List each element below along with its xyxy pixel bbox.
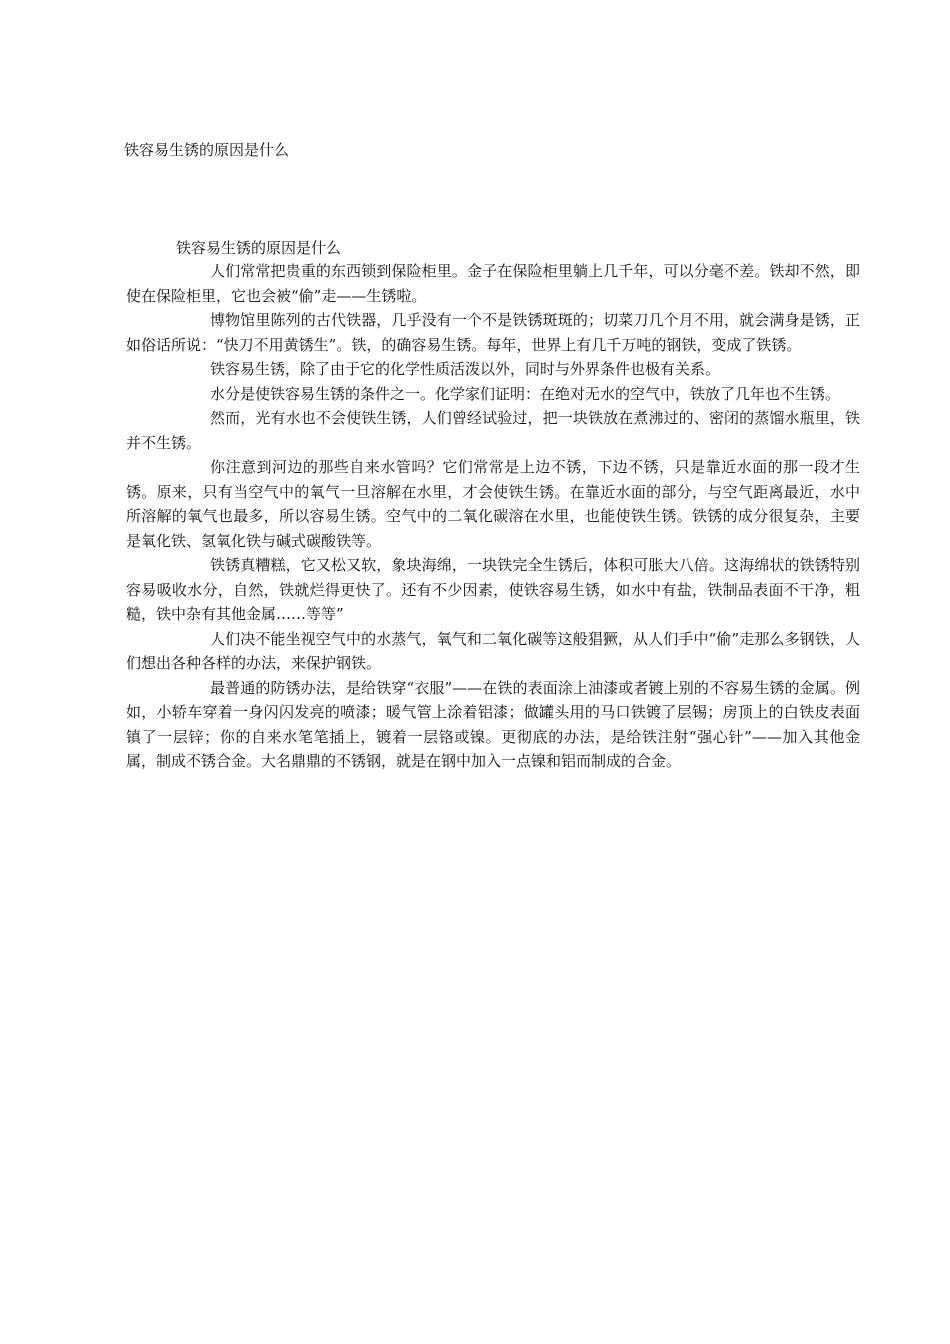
paragraph-2: 博物馆里陈列的古代铁器，几乎没有一个不是铁锈斑斑的；切菜刀几个月不用，就会满身是锈，正如俗话所说：“快刀不用黄锈生”。铁，的确容易生锈。每年，世界上有几千万吨的钢铁，变成了铁锈。 [126,311,860,354]
article-body [126,238,860,774]
paragraph-9: 最普通的防锈办法，是给铁穿“衣服”——在铁的表面涂上油漆或者镀上别的不容易生锈的金属。例如，小轿车穿着一身闪闪发亮的喷漆；暖气管上涂着铝漆；做罐头用的马口铁镀了层锡；房顶上的白铁皮表面镇了一层锌；你的自来水笔笔插上，镀着一层铬或镍。更彻底的办法，是给铁注射“强心针”——加入其他金属，制成不锈合金。大名鼎鼎的不锈钢，就是在钢中加入一点镍和铝而制成的合金。 [126,678,860,770]
article-heading: 铁容易生锈的原因是什么 [176,239,342,257]
paragraph-3: 铁容易生锈，除了由于它的化学性质活泼以外，同时与外界条件也极有关系。 [210,360,721,378]
paragraph-7: 铁锈真糟糕，它又松又软，象块海绵，一块铁完全生锈后，体积可胀大八倍。这海绵状的铁锈特别容易吸收水分，自然，铁就烂得更快了。还有不少因素，使铁容易生锈，如水中有盐，铁制品表面不干净，粗糙，铁中杂有其他金属……等等” [126,556,860,623]
paragraph-5: 然而，光有水也不会使铁生锈，人们曾经试验过，把一块铁放在煮沸过的、密闭的蒸馏水瓶里，铁并不生锈。 [126,409,860,452]
paragraph-4: 水分是使铁容易生锈的条件之一。化学家们证明：在绝对无水的空气中，铁放了几年也不生锈。 [210,384,841,403]
paragraph-8: 人们决不能坐视空气中的水蒸气，氧气和二氧化碳等这般猖獗，从人们手中“偷”走那么多钢铁，人们想出各种各样的办法，来保护钢铁。 [126,629,860,672]
paragraph-1: 人们常常把贵重的东西锁到保险柜里。金子在保险柜里躺上几千年，可以分毫不差。铁却不然，即使在保险柜里，它也会被“偷”走——生锈啦。 [126,262,860,305]
paragraph-6: 你注意到河边的那些自来水管吗？它们常常是上边不锈，下边不锈，只是靠近水面的那一段才生锈。原来，只有当空气中的氧气一旦溶解在水里，才会使铁生锈。在靠近水面的部分，与空气距离最近，水中所溶解的氧气也最多，所以容易生锈。空气中的二氧化碳溶在水里，也能使铁生锈。铁锈的成分很复杂，主要是氧化铁、氢氧化铁与碱式碳酸铁等。 [126,458,860,550]
page-title: 铁容易生锈的原因是什么 [124,141,290,159]
